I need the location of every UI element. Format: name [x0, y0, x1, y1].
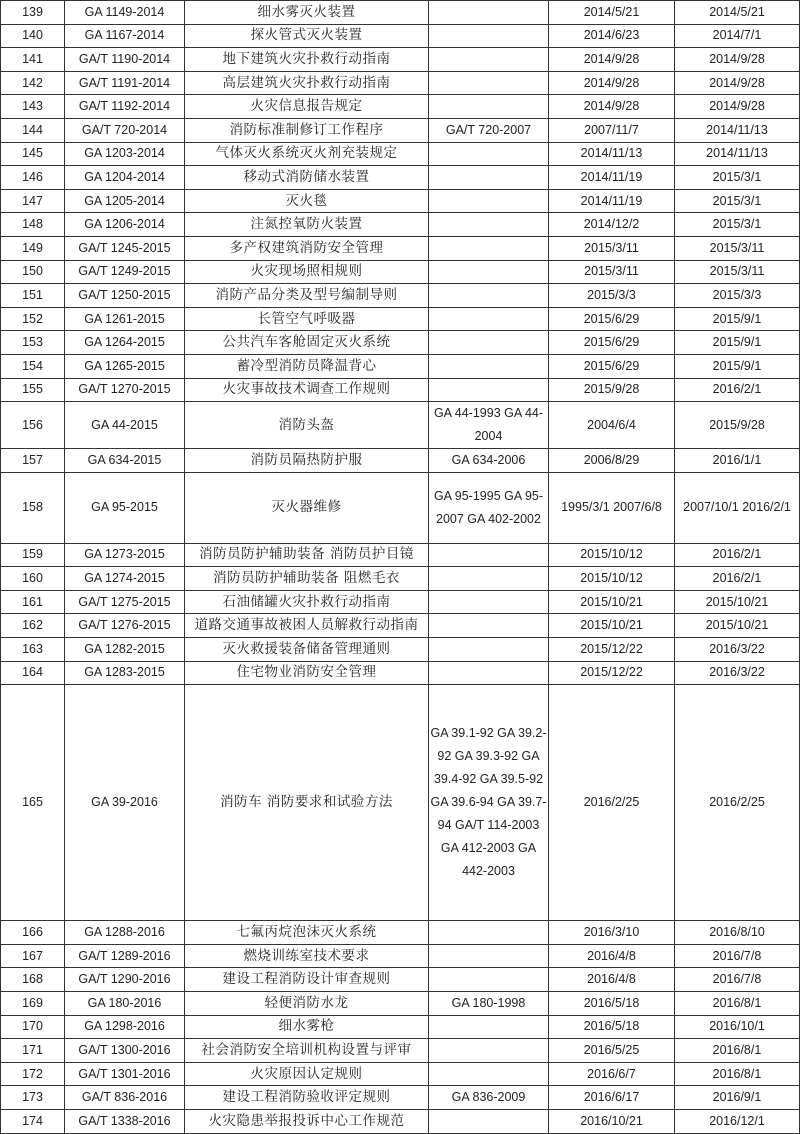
standard-code: GA 39-2016: [65, 685, 185, 921]
effective-date: 2015/9/28: [675, 402, 800, 449]
standard-name: 消防标准制修订工作程序: [185, 118, 429, 142]
effective-date: 2014/7/1: [675, 24, 800, 48]
standard-name: 细水雾枪: [185, 1015, 429, 1039]
issue-date: 2015/6/29: [549, 354, 675, 378]
row-number: 157: [1, 449, 65, 473]
issue-date: 2014/9/28: [549, 95, 675, 119]
issue-date: 2016/6/7: [549, 1062, 675, 1086]
standard-name: 移动式消防储水装置: [185, 166, 429, 190]
effective-date: 2014/5/21: [675, 1, 800, 25]
effective-date: 2016/8/1: [675, 1039, 800, 1063]
issue-date: 2016/5/25: [549, 1039, 675, 1063]
issue-date: 2015/3/11: [549, 260, 675, 284]
table-row: [1, 354, 800, 378]
row-number: 173: [1, 1086, 65, 1110]
effective-date: 2015/9/1: [675, 307, 800, 331]
replaced-standards: GA 836-2009: [429, 1086, 549, 1110]
effective-date: 2016/8/10: [675, 921, 800, 945]
issue-date: 2014/9/28: [549, 48, 675, 72]
effective-date: 2016/9/1: [675, 1086, 800, 1110]
issue-date: 2014/6/23: [549, 24, 675, 48]
standard-name: 灭火救援装备储备管理通则: [185, 638, 429, 662]
replaced-standards: GA 634-2006: [429, 449, 549, 473]
table-row: [1, 189, 800, 213]
table-row: [1, 24, 800, 48]
table-row: [1, 331, 800, 355]
issue-date: 2015/6/29: [549, 331, 675, 355]
issue-date: 2015/3/3: [549, 284, 675, 308]
effective-date: 2016/8/1: [675, 992, 800, 1016]
standard-code: GA 1203-2014: [65, 142, 185, 166]
row-number: 148: [1, 213, 65, 237]
standard-code: GA/T 1289-2016: [65, 944, 185, 968]
row-number: 154: [1, 354, 65, 378]
replaced-standards: [429, 48, 549, 72]
standard-code: GA 1282-2015: [65, 638, 185, 662]
row-number: 146: [1, 166, 65, 190]
standard-name: 灭火毯: [185, 189, 429, 213]
table-row: [1, 614, 800, 638]
row-number: 160: [1, 567, 65, 591]
row-number: 152: [1, 307, 65, 331]
row-number: 168: [1, 968, 65, 992]
effective-date: 2015/10/21: [675, 614, 800, 638]
replaced-standards: [429, 213, 549, 237]
issue-date: 2015/12/22: [549, 638, 675, 662]
standard-code: GA 1205-2014: [65, 189, 185, 213]
effective-date: 2014/9/28: [675, 71, 800, 95]
effective-date: 2016/1/1: [675, 449, 800, 473]
issue-date: 2016/10/21: [549, 1109, 675, 1133]
table-row: [1, 661, 800, 685]
table-row: [1, 590, 800, 614]
effective-date: 2015/9/1: [675, 331, 800, 355]
row-number: 165: [1, 685, 65, 921]
replaced-standards: [429, 661, 549, 685]
issue-date: 1995/3/1 2007/6/8: [549, 472, 675, 543]
standard-code: GA 1273-2015: [65, 543, 185, 567]
row-number: 155: [1, 378, 65, 402]
replaced-standards: [429, 95, 549, 119]
issue-date: 2014/12/2: [549, 213, 675, 237]
row-number: 153: [1, 331, 65, 355]
table-row: [1, 213, 800, 237]
standard-name: 火灾原因认定规则: [185, 1062, 429, 1086]
table-row: [1, 118, 800, 142]
replaced-standards: [429, 166, 549, 190]
row-number: 158: [1, 472, 65, 543]
replaced-standards: GA 44-1993 GA 44-2004: [429, 402, 549, 449]
effective-date: 2016/8/1: [675, 1062, 800, 1086]
replaced-standards: [429, 1, 549, 25]
standard-name: 探火管式灭火装置: [185, 24, 429, 48]
replaced-standards: [429, 921, 549, 945]
row-number: 143: [1, 95, 65, 119]
standard-code: GA 1264-2015: [65, 331, 185, 355]
replaced-standards: [429, 614, 549, 638]
row-number: 147: [1, 189, 65, 213]
row-number: 141: [1, 48, 65, 72]
effective-date: 2014/9/28: [675, 48, 800, 72]
row-number: 161: [1, 590, 65, 614]
replaced-standards: [429, 638, 549, 662]
effective-date: 2014/9/28: [675, 95, 800, 119]
standard-code: GA 1261-2015: [65, 307, 185, 331]
effective-date: 2016/7/8: [675, 968, 800, 992]
replaced-standards: [429, 354, 549, 378]
table-row: [1, 1039, 800, 1063]
table-row: [1, 284, 800, 308]
row-number: 167: [1, 944, 65, 968]
standard-name: 社会消防安全培训机构设置与评审: [185, 1039, 429, 1063]
standard-name: 细水雾灭火装置: [185, 1, 429, 25]
effective-date: 2015/9/1: [675, 354, 800, 378]
row-number: 163: [1, 638, 65, 662]
table-row: [1, 638, 800, 662]
table-row: [1, 921, 800, 945]
table-row: [1, 95, 800, 119]
replaced-standards: [429, 24, 549, 48]
effective-date: 2015/3/1: [675, 189, 800, 213]
issue-date: 2006/8/29: [549, 449, 675, 473]
standard-code: GA/T 1270-2015: [65, 378, 185, 402]
table-row: [1, 944, 800, 968]
standard-name: 公共汽车客舱固定灭火系统: [185, 331, 429, 355]
standard-name: 七氟丙烷泡沫灭火系统: [185, 921, 429, 945]
standard-name: 石油储罐火灾扑救行动指南: [185, 590, 429, 614]
effective-date: 2016/7/8: [675, 944, 800, 968]
row-number: 164: [1, 661, 65, 685]
row-number: 159: [1, 543, 65, 567]
standard-code: GA/T 1245-2015: [65, 236, 185, 260]
replaced-standards: [429, 1015, 549, 1039]
standard-code: GA/T 1191-2014: [65, 71, 185, 95]
issue-date: 2016/2/25: [549, 685, 675, 921]
replaced-standards: GA 180-1998: [429, 992, 549, 1016]
table-row: [1, 166, 800, 190]
table-row: [1, 48, 800, 72]
issue-date: 2015/10/21: [549, 590, 675, 614]
table-row: [1, 260, 800, 284]
standard-code: GA 1167-2014: [65, 24, 185, 48]
row-number: 149: [1, 236, 65, 260]
replaced-standards: [429, 1039, 549, 1063]
effective-date: 2007/10/1 2016/2/1: [675, 472, 800, 543]
standard-name: 轻便消防水龙: [185, 992, 429, 1016]
effective-date: 2015/3/11: [675, 236, 800, 260]
standard-name: 消防员隔热防护服: [185, 449, 429, 473]
row-number: 151: [1, 284, 65, 308]
standard-name: 蓄冷型消防员降温背心: [185, 354, 429, 378]
replaced-standards: [429, 331, 549, 355]
table-row: [1, 992, 800, 1016]
table-row: [1, 567, 800, 591]
table-row: [1, 685, 800, 921]
standard-code: GA/T 1290-2016: [65, 968, 185, 992]
issue-date: 2016/3/10: [549, 921, 675, 945]
replaced-standards: [429, 142, 549, 166]
row-number: 162: [1, 614, 65, 638]
standard-name: 消防员防护辅助装备 消防员护目镜: [185, 543, 429, 567]
standard-code: GA 1274-2015: [65, 567, 185, 591]
effective-date: 2016/2/25: [675, 685, 800, 921]
replaced-standards: [429, 1062, 549, 1086]
replaced-standards: [429, 189, 549, 213]
issue-date: 2015/10/21: [549, 614, 675, 638]
table-row: [1, 1109, 800, 1133]
standard-code: GA/T 1300-2016: [65, 1039, 185, 1063]
row-number: 171: [1, 1039, 65, 1063]
issue-date: 2014/11/13: [549, 142, 675, 166]
standard-code: GA/T 1250-2015: [65, 284, 185, 308]
row-number: 139: [1, 1, 65, 25]
replaced-standards: [429, 236, 549, 260]
standard-name: 消防车 消防要求和试验方法: [185, 685, 429, 921]
standard-name: 地下建筑火灾扑救行动指南: [185, 48, 429, 72]
standard-code: GA 95-2015: [65, 472, 185, 543]
issue-date: 2004/6/4: [549, 402, 675, 449]
row-number: 144: [1, 118, 65, 142]
table-row: [1, 1062, 800, 1086]
standard-name: 建设工程消防设计审查规则: [185, 968, 429, 992]
issue-date: 2016/4/8: [549, 968, 675, 992]
issue-date: 2015/3/11: [549, 236, 675, 260]
standard-name: 火灾隐患举报投诉中心工作规范: [185, 1109, 429, 1133]
standard-name: 消防产品分类及型号编制导则: [185, 284, 429, 308]
row-number: 156: [1, 402, 65, 449]
standard-code: GA 1288-2016: [65, 921, 185, 945]
replaced-standards: [429, 284, 549, 308]
issue-date: 2015/9/28: [549, 378, 675, 402]
replaced-standards: GA 39.1-92 GA 39.2-92 GA 39.3-92 GA 39.4-92 GA 39.5-92 GA 39.6-94 GA 39.7-94 GA/T 114-2003 GA 412-2003 GA 442-2003: [429, 685, 549, 921]
replaced-standards: [429, 71, 549, 95]
table-row: [1, 236, 800, 260]
row-number: 169: [1, 992, 65, 1016]
replaced-standards: [429, 307, 549, 331]
row-number: 142: [1, 71, 65, 95]
standard-code: GA/T 1275-2015: [65, 590, 185, 614]
row-number: 150: [1, 260, 65, 284]
replaced-standards: [429, 1109, 549, 1133]
replaced-standards: [429, 260, 549, 284]
standard-name: 长管空气呼吸器: [185, 307, 429, 331]
standard-name: 建设工程消防验收评定规则: [185, 1086, 429, 1110]
replaced-standards: GA/T 720-2007: [429, 118, 549, 142]
standard-name: 多产权建筑消防安全管理: [185, 236, 429, 260]
issue-date: 2015/12/22: [549, 661, 675, 685]
replaced-standards: GA 95-1995 GA 95-2007 GA 402-2002: [429, 472, 549, 543]
standard-name: 灭火器维修: [185, 472, 429, 543]
effective-date: 2015/3/1: [675, 166, 800, 190]
standard-code: GA/T 1276-2015: [65, 614, 185, 638]
standard-code: GA/T 1301-2016: [65, 1062, 185, 1086]
effective-date: 2016/3/22: [675, 661, 800, 685]
standard-name: 注氮控氧防火装置: [185, 213, 429, 237]
row-number: 172: [1, 1062, 65, 1086]
standard-name: 道路交通事故被困人员解救行动指南: [185, 614, 429, 638]
standard-name: 火灾信息报告规定: [185, 95, 429, 119]
table-row: [1, 71, 800, 95]
table-row: [1, 402, 800, 449]
issue-date: 2016/6/17: [549, 1086, 675, 1110]
row-number: 145: [1, 142, 65, 166]
standard-code: GA 1265-2015: [65, 354, 185, 378]
standard-code: GA 1283-2015: [65, 661, 185, 685]
standard-code: GA 1206-2014: [65, 213, 185, 237]
replaced-standards: [429, 590, 549, 614]
effective-date: 2014/11/13: [675, 142, 800, 166]
effective-date: 2014/11/13: [675, 118, 800, 142]
standard-code: GA/T 720-2014: [65, 118, 185, 142]
standard-name: 气体灭火系统灭火剂充装规定: [185, 142, 429, 166]
row-number: 166: [1, 921, 65, 945]
standard-name: 消防员防护辅助装备 阻燃毛衣: [185, 567, 429, 591]
table-row: [1, 472, 800, 543]
issue-date: 2015/10/12: [549, 567, 675, 591]
standard-code: GA/T 1338-2016: [65, 1109, 185, 1133]
standard-name: 火灾现场照相规则: [185, 260, 429, 284]
issue-date: 2015/10/12: [549, 543, 675, 567]
table-row: [1, 449, 800, 473]
table-row: [1, 307, 800, 331]
standard-name: 火灾事故技术调查工作规则: [185, 378, 429, 402]
table-row: [1, 378, 800, 402]
effective-date: 2015/3/11: [675, 260, 800, 284]
effective-date: 2016/12/1: [675, 1109, 800, 1133]
issue-date: 2014/5/21: [549, 1, 675, 25]
table-row: [1, 1, 800, 25]
table-row: [1, 543, 800, 567]
replaced-standards: [429, 378, 549, 402]
effective-date: 2015/10/21: [675, 590, 800, 614]
row-number: 170: [1, 1015, 65, 1039]
effective-date: 2016/2/1: [675, 567, 800, 591]
issue-date: 2014/11/19: [549, 189, 675, 213]
effective-date: 2015/3/1: [675, 213, 800, 237]
standard-code: GA 180-2016: [65, 992, 185, 1016]
standard-code: GA 44-2015: [65, 402, 185, 449]
effective-date: 2016/2/1: [675, 543, 800, 567]
issue-date: 2014/9/28: [549, 71, 675, 95]
standards-table-body: [1, 1, 800, 1134]
standard-code: GA 1149-2014: [65, 1, 185, 25]
standard-code: GA/T 1192-2014: [65, 95, 185, 119]
issue-date: 2016/4/8: [549, 944, 675, 968]
issue-date: 2014/11/19: [549, 166, 675, 190]
standard-name: 住宅物业消防安全管理: [185, 661, 429, 685]
table-row: [1, 1086, 800, 1110]
replaced-standards: [429, 567, 549, 591]
replaced-standards: [429, 968, 549, 992]
row-number: 140: [1, 24, 65, 48]
issue-date: 2016/5/18: [549, 1015, 675, 1039]
effective-date: 2016/2/1: [675, 378, 800, 402]
row-number: 174: [1, 1109, 65, 1133]
effective-date: 2015/3/3: [675, 284, 800, 308]
standard-code: GA 634-2015: [65, 449, 185, 473]
standard-code: GA/T 1190-2014: [65, 48, 185, 72]
standard-name: 消防头盔: [185, 402, 429, 449]
effective-date: 2016/10/1: [675, 1015, 800, 1039]
standard-code: GA 1204-2014: [65, 166, 185, 190]
issue-date: 2007/11/7: [549, 118, 675, 142]
table-row: [1, 142, 800, 166]
standard-code: GA/T 1249-2015: [65, 260, 185, 284]
issue-date: 2016/5/18: [549, 992, 675, 1016]
replaced-standards: [429, 543, 549, 567]
issue-date: 2015/6/29: [549, 307, 675, 331]
replaced-standards: [429, 944, 549, 968]
table-row: [1, 1015, 800, 1039]
table-row: [1, 968, 800, 992]
standard-name: 高层建筑火灾扑救行动指南: [185, 71, 429, 95]
standard-code: GA/T 836-2016: [65, 1086, 185, 1110]
standard-code: GA 1298-2016: [65, 1015, 185, 1039]
standard-name: 燃烧训练室技术要求: [185, 944, 429, 968]
effective-date: 2016/3/22: [675, 638, 800, 662]
